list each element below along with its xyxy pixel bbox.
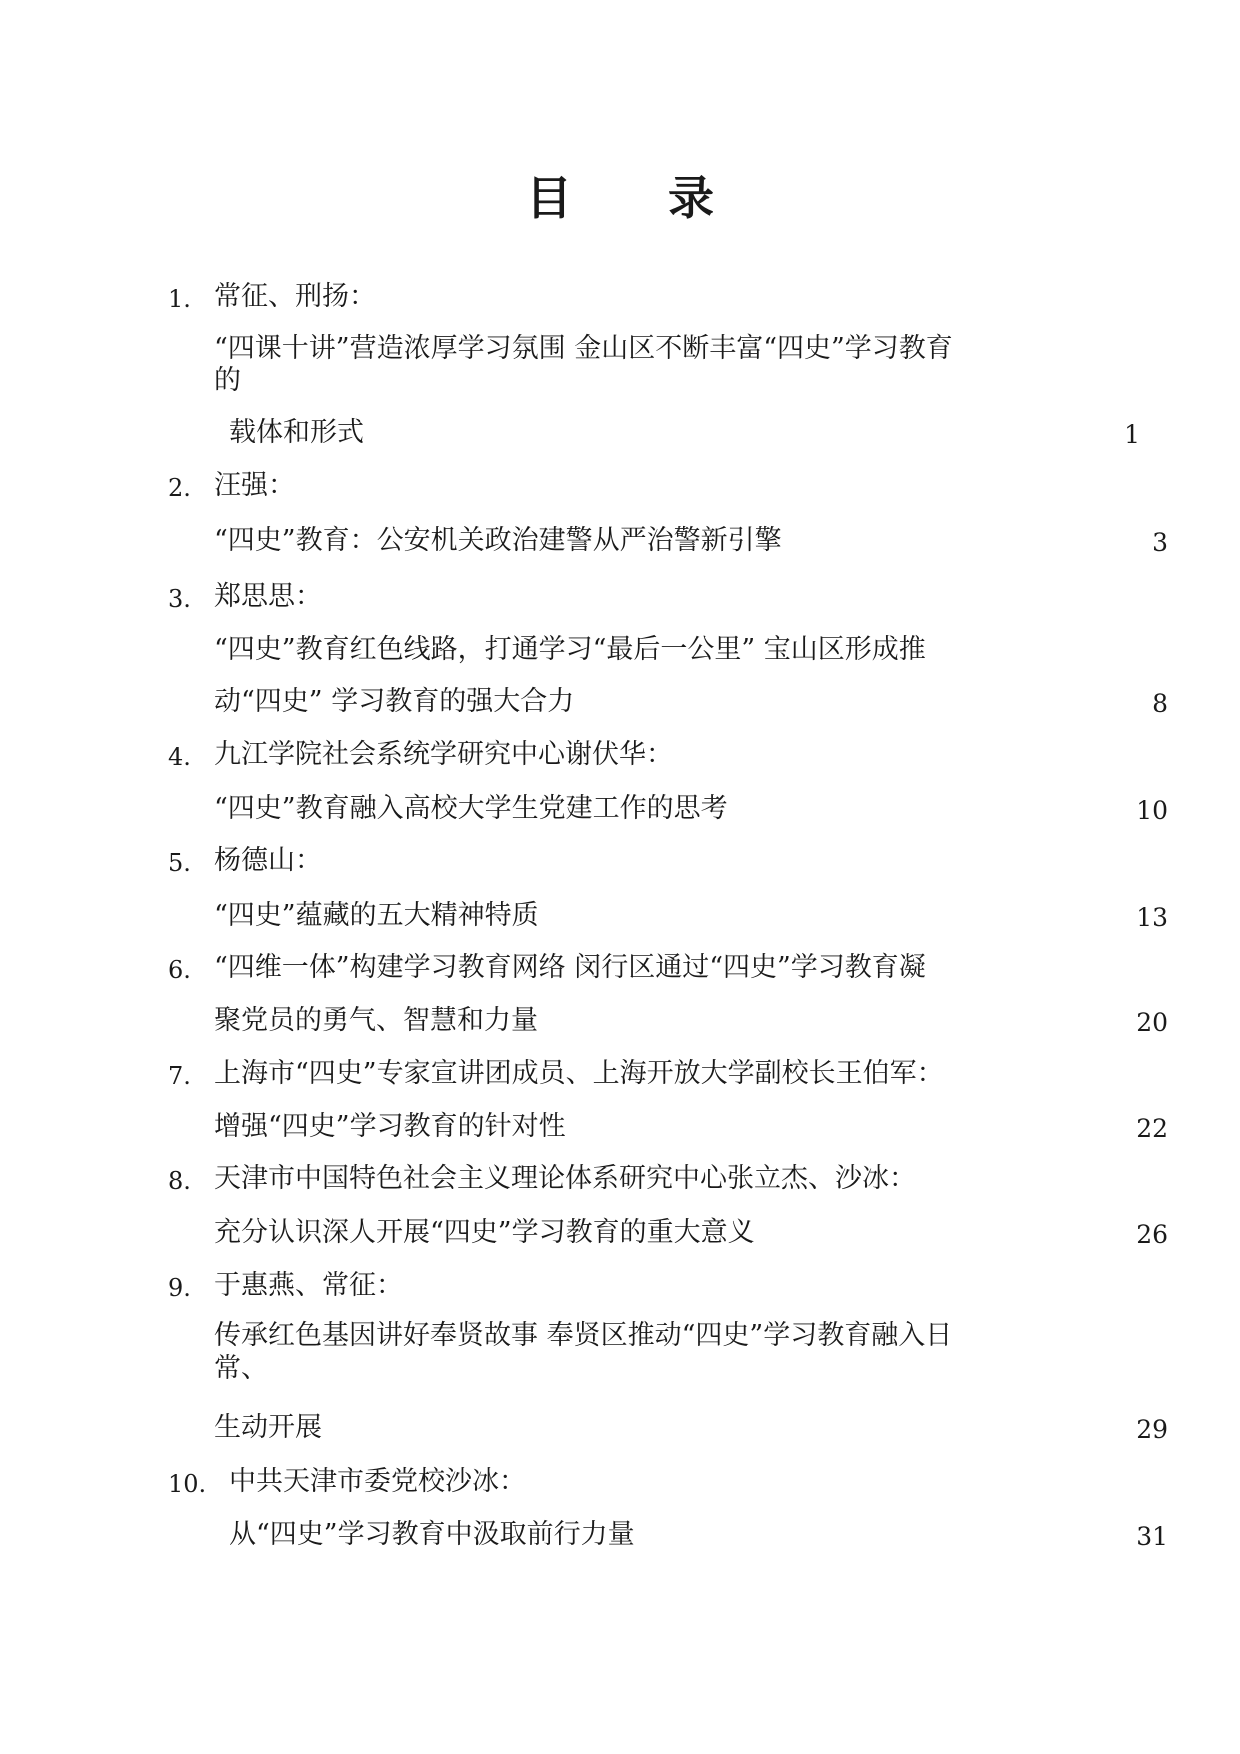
entry-page-number: 29 — [1136, 1415, 1168, 1444]
entry-title-line: 载体和形式 — [229, 417, 364, 448]
entry-title-line: 常、 — [214, 1353, 268, 1384]
entry-author: 中共天津市委党校沙冰： — [229, 1466, 526, 1497]
entry-number: 9. — [168, 1274, 191, 1302]
entry-author: 杨德山： — [214, 845, 322, 876]
entry-title-line: “四课十讲”营造浓厚学习氛围 金山区不断丰富“四史”学习教育 — [214, 333, 953, 364]
entry-page-number: 10 — [1136, 796, 1168, 825]
entry-number: 7. — [168, 1062, 191, 1090]
entry-title-line: “四史”教育红色线路，打通学习“最后一公里” 宝山区形成推 — [214, 634, 926, 665]
entry-author: 郑思思： — [214, 581, 322, 612]
entry-number: 10. — [168, 1470, 207, 1498]
page-title: 目 录 — [525, 171, 754, 225]
entry-title-line: 生动开展 — [214, 1412, 322, 1443]
entry-title-line: 传承红色基因讲好奉贤故事 奉贤区推动“四史”学习教育融入日 — [214, 1320, 953, 1351]
entry-number: 3. — [168, 585, 191, 613]
entry-page-number: 20 — [1136, 1008, 1168, 1037]
entry-title-line: 从“四史”学习教育中汲取前行力量 — [229, 1519, 635, 1550]
entry-title-line: 增强“四史”学习教育的针对性 — [214, 1111, 566, 1142]
entry-page-number: 31 — [1136, 1522, 1168, 1551]
entry-author: 九江学院社会系统学研究中心谢伏华： — [214, 739, 673, 770]
entry-page-number: 1 — [1124, 420, 1140, 449]
entry-author: “四维一体”构建学习教育网络 闵行区通过“四史”学习教育凝 — [214, 952, 926, 983]
entry-number: 5. — [168, 849, 191, 877]
entry-page-number: 8 — [1152, 689, 1168, 718]
entry-page-number: 22 — [1136, 1114, 1168, 1143]
entry-title-line: 充分认识深人开展“四史”学习教育的重大意义 — [214, 1217, 755, 1248]
entry-number: 1. — [168, 285, 191, 313]
entry-number: 2. — [168, 474, 191, 502]
entry-author: 常征、刑扬： — [214, 281, 376, 312]
entry-page-number: 26 — [1136, 1220, 1168, 1249]
entry-page-number: 3 — [1152, 528, 1168, 557]
entry-title-line: 动“四史” 学习教育的强大合力 — [214, 686, 575, 717]
entry-author: 上海市“四史”专家宣讲团成员、上海开放大学副校长王伯军： — [214, 1058, 944, 1089]
entry-title-line: 的 — [214, 365, 241, 396]
entry-author: 汪强： — [214, 470, 295, 501]
entry-author: 天津市中国特色社会主义理论体系研究中心张立杰、沙冰： — [214, 1163, 916, 1194]
entry-number: 8. — [168, 1167, 191, 1195]
entry-title-line: 聚党员的勇气、智慧和力量 — [214, 1005, 538, 1036]
entry-number: 4. — [168, 743, 191, 771]
entry-title-line: “四史”教育融入高校大学生党建工作的思考 — [214, 793, 728, 824]
entry-author: 于惠燕、常征： — [214, 1270, 403, 1301]
entry-page-number: 13 — [1136, 903, 1168, 932]
entry-number: 6. — [168, 956, 191, 984]
entry-title-line: “四史”蕴藏的五大精神特质 — [214, 900, 539, 931]
entry-title-line: “四史”教育：公安机关政治建警从严治警新引擎 — [214, 525, 782, 556]
